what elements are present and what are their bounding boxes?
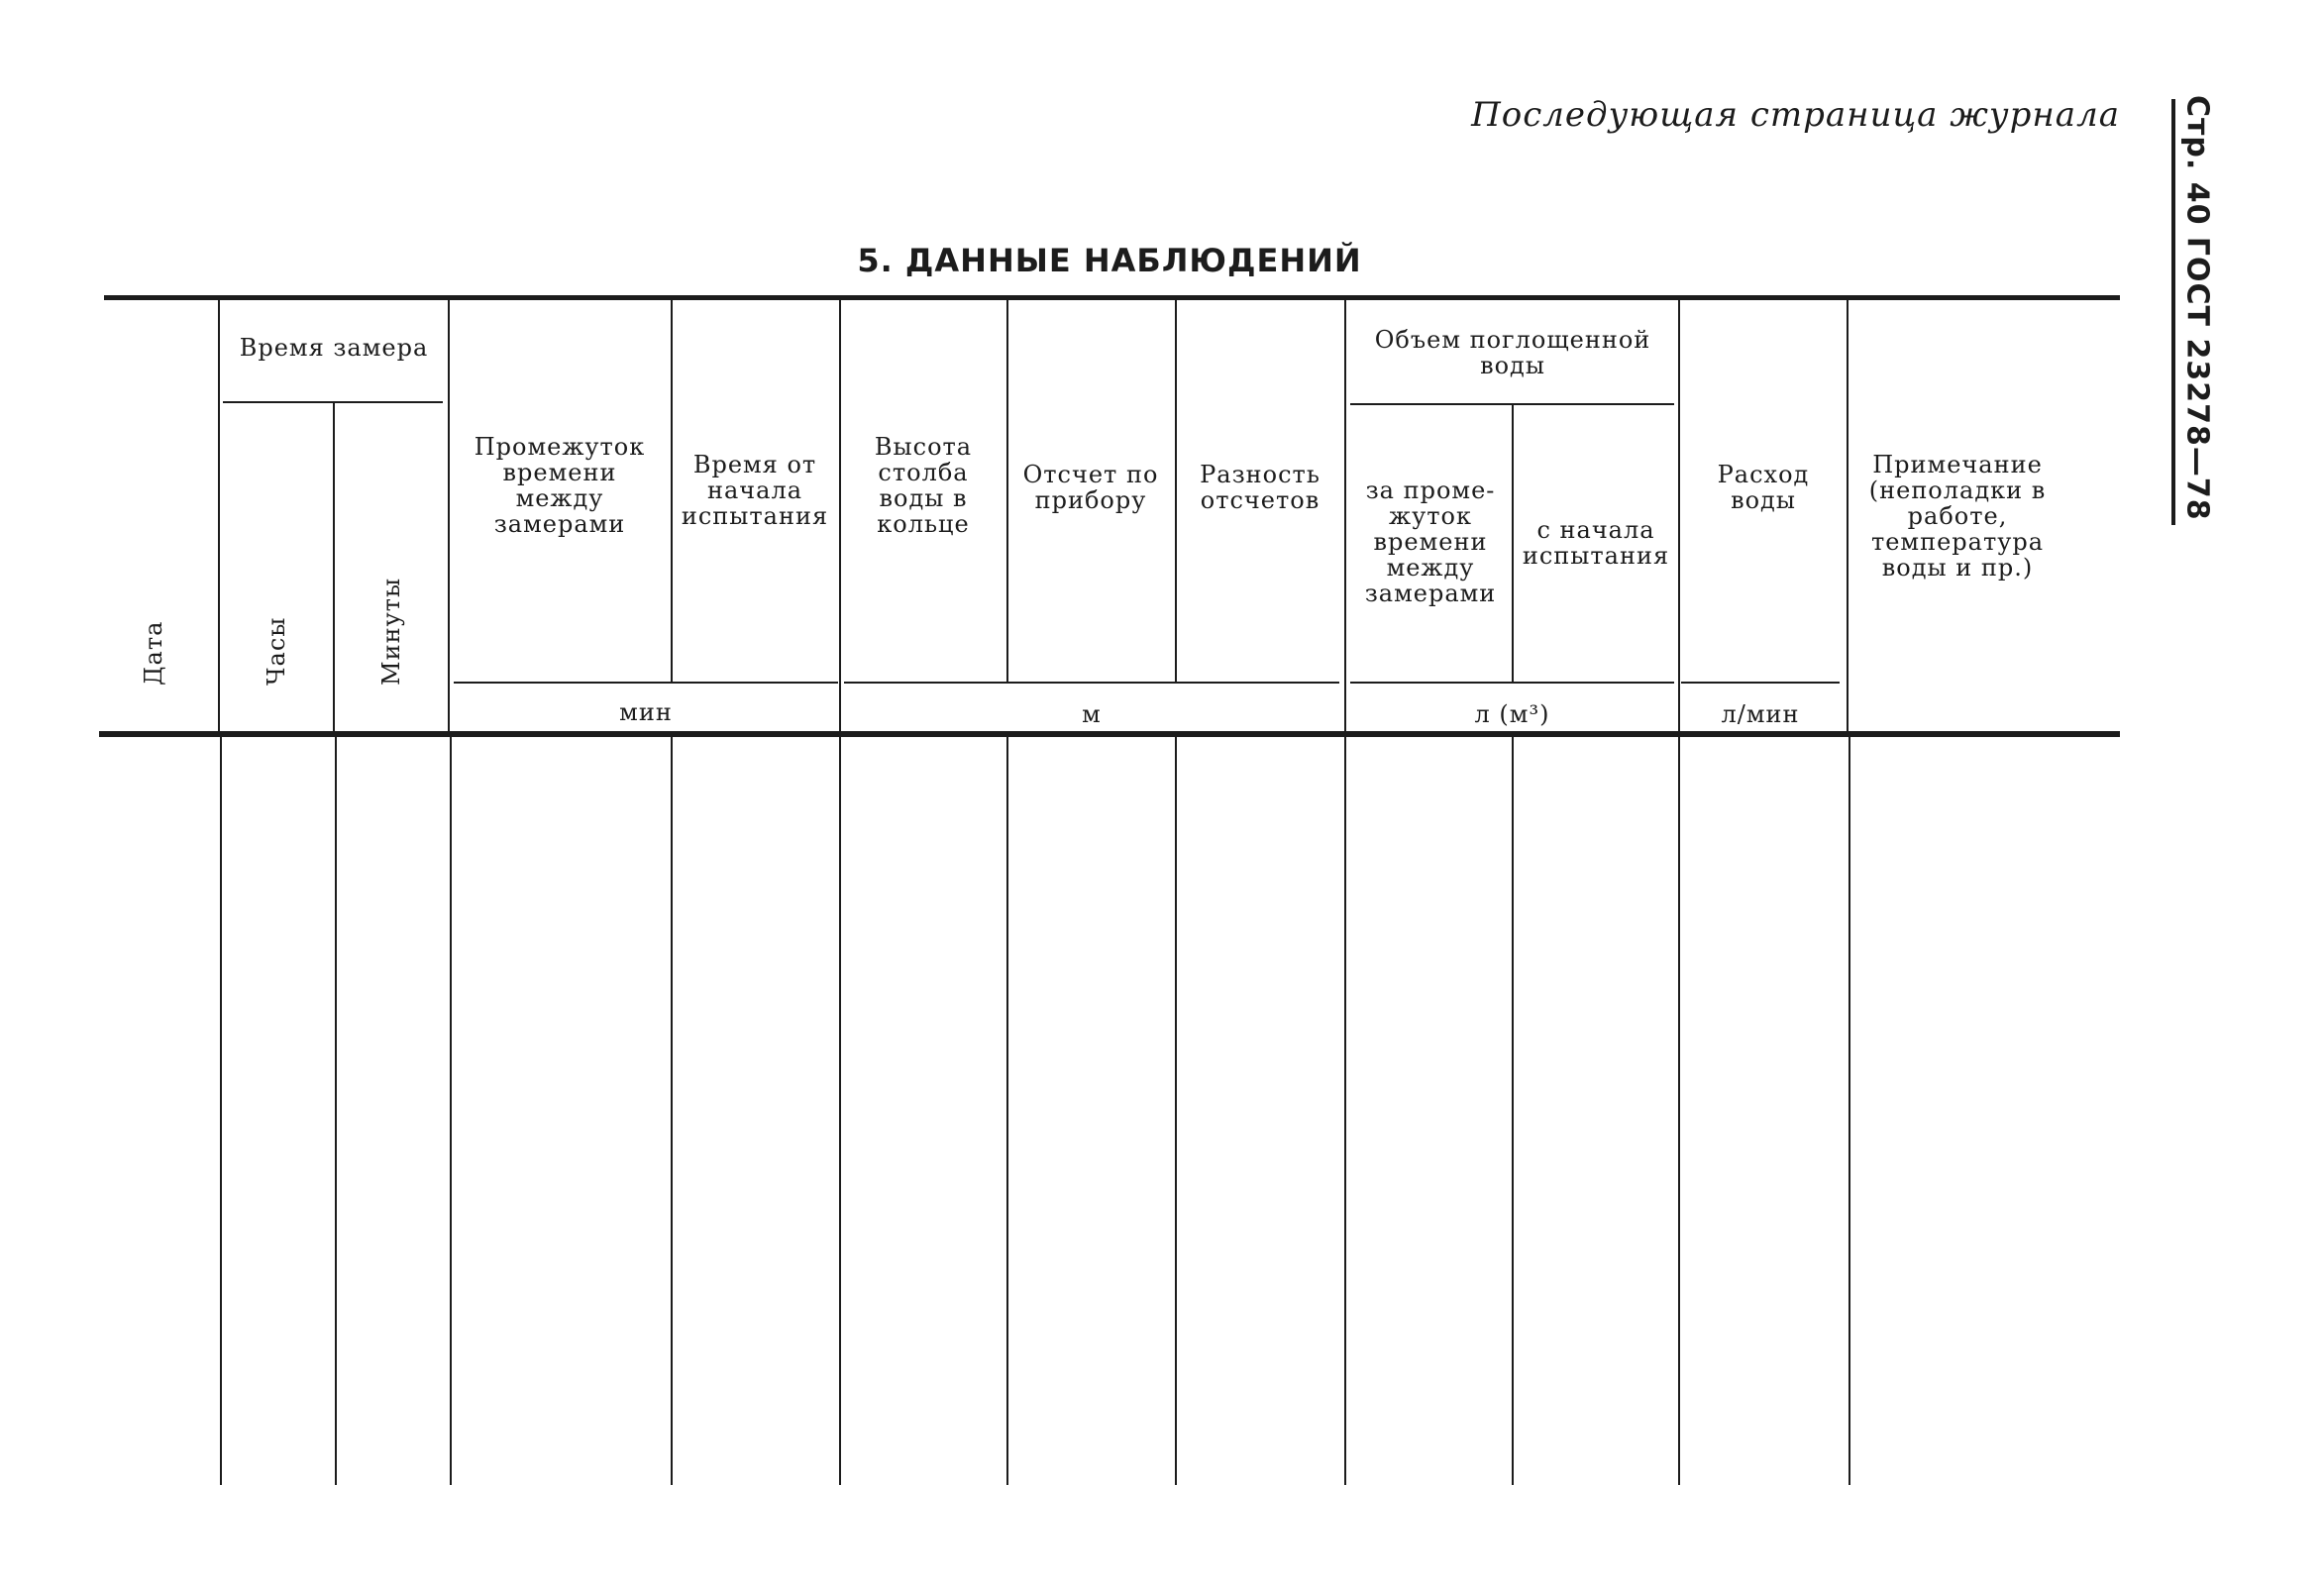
body-line-4 — [671, 737, 673, 1485]
header-reading-difference: Разность отсчетов — [1200, 461, 1320, 514]
header-interval: Промежуток времени между замерами — [474, 433, 646, 538]
body-line-2 — [335, 737, 337, 1485]
body-line-8 — [1344, 737, 1346, 1485]
unit-min: мин — [619, 698, 673, 726]
body-line-6 — [1006, 737, 1008, 1485]
col-line-5 — [839, 300, 841, 731]
body-line-5 — [839, 737, 841, 1485]
header-note: Примечание (неполадки в работе, температура воды и пр.) — [1868, 451, 2047, 582]
section-title: 5. ДАННЫЕ НАБЛЮДЕНИЙ — [857, 242, 1362, 279]
header-column-height: Высота столба воды в кольце — [874, 433, 973, 538]
col-line-10 — [1678, 300, 1680, 731]
body-line-1 — [220, 737, 222, 1485]
col-line-2 — [333, 403, 335, 731]
page-header: Последующая страница журнала — [1471, 95, 2120, 135]
col-line-9 — [1512, 405, 1514, 682]
header-volume-interval: за проме-жуток времени между замерами — [1364, 477, 1497, 607]
body-line-3 — [450, 737, 452, 1485]
unit-volume: л (м³) — [1474, 700, 1550, 728]
header-minutes: Минуты — [377, 577, 405, 686]
unit-rule-min — [454, 682, 838, 684]
col-line-1 — [218, 300, 220, 731]
body-line-9 — [1512, 737, 1514, 1485]
col-line-4 — [671, 300, 673, 682]
unit-rule-m — [844, 682, 1339, 684]
header-volume-from-start: с начала испытания — [1522, 516, 1670, 570]
unit-m: м — [1082, 700, 1102, 728]
col-line-3 — [448, 300, 450, 731]
header-water-flow: Расход воды — [1717, 461, 1810, 514]
unit-rule-flow — [1681, 682, 1840, 684]
header-date: Дата — [140, 620, 167, 686]
table-top-rule — [104, 295, 2120, 300]
col-line-7 — [1175, 300, 1177, 682]
side-label — [2167, 95, 2227, 521]
header-volume-group: Объем поглощенной воды — [1374, 326, 1651, 379]
header-time-from-start: Время от начала испытания — [681, 451, 829, 530]
body-line-10 — [1678, 737, 1680, 1485]
header-bottom-rule — [99, 731, 2120, 737]
col-line-8 — [1344, 300, 1346, 731]
side-label-text: Стр. 40 ГОСТ 23278—78 — [2179, 95, 2215, 521]
header-hours: Часы — [263, 616, 290, 686]
unit-rule-volume — [1350, 682, 1674, 684]
body-line-11 — [1849, 737, 1850, 1485]
header-instrument-reading: Отсчет по прибору — [1022, 461, 1159, 514]
header-time-group: Время замера — [239, 334, 429, 362]
unit-flow: л/мин — [1721, 700, 1800, 728]
col-line-11 — [1847, 300, 1849, 731]
body-line-7 — [1175, 737, 1177, 1485]
